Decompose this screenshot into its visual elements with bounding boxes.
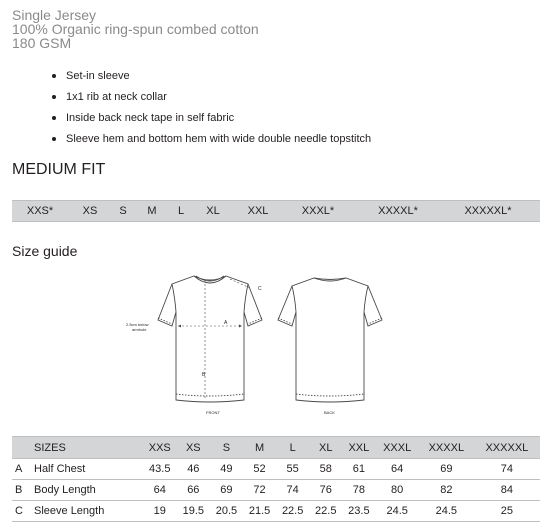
table-cell: 52 bbox=[243, 459, 276, 480]
fabric-weight: 180 GSM bbox=[12, 35, 72, 51]
size-column-header: XS bbox=[177, 437, 210, 459]
fabric-composition: 100% Organic ring-spun combed cotton bbox=[12, 21, 259, 37]
size-column-header: XL bbox=[309, 437, 342, 459]
marker-c: C bbox=[258, 286, 262, 292]
marker-b: B bbox=[202, 372, 206, 378]
feature-item: Set-in sleeve bbox=[52, 66, 371, 87]
fit-size-label: XXS* bbox=[26, 205, 54, 217]
table-cell: 82 bbox=[419, 480, 474, 501]
row-letter: C bbox=[12, 501, 34, 522]
size-column-header: XXS bbox=[143, 437, 177, 459]
back-tshirt-illustration bbox=[278, 278, 382, 402]
table-cell: 72 bbox=[243, 480, 276, 501]
table-cell: 19.5 bbox=[177, 501, 210, 522]
fit-size-bar bbox=[12, 200, 540, 222]
table-cell: 78 bbox=[342, 480, 375, 501]
row-name: Body Length bbox=[34, 480, 143, 501]
size-column-header: L bbox=[276, 437, 309, 459]
fit-size-label: M bbox=[147, 205, 157, 217]
row-name: Half Chest bbox=[34, 459, 143, 480]
table-cell: 74 bbox=[474, 459, 540, 480]
fit-size-label: XXL bbox=[247, 205, 269, 217]
size-table bbox=[12, 436, 540, 522]
back-label: BACK bbox=[324, 410, 335, 415]
tshirt-diagram-svg bbox=[126, 268, 410, 420]
table-cell: 58 bbox=[309, 459, 342, 480]
tshirt-diagrams bbox=[126, 268, 410, 420]
table-cell: 66 bbox=[177, 480, 210, 501]
marker-a: A bbox=[224, 320, 228, 326]
table-cell: 64 bbox=[375, 459, 419, 480]
size-column-header: XXL bbox=[342, 437, 375, 459]
fit-size-label: XS bbox=[82, 205, 98, 217]
size-column-header: M bbox=[243, 437, 276, 459]
fit-size-label: XXXL* bbox=[301, 205, 335, 217]
fit-size-label: S bbox=[119, 205, 127, 217]
table-cell: 43.5 bbox=[143, 459, 177, 480]
table-cell: 23.5 bbox=[342, 501, 375, 522]
table-cell: 76 bbox=[309, 480, 342, 501]
size-column-header: XXXXL bbox=[419, 437, 474, 459]
table-row bbox=[12, 459, 540, 480]
feature-list bbox=[52, 66, 371, 150]
front-tshirt-illustration bbox=[158, 276, 262, 402]
table-row bbox=[12, 501, 540, 522]
table-cell: 20.5 bbox=[210, 501, 243, 522]
table-cell: 84 bbox=[474, 480, 540, 501]
fit-size-label: XXXXXL* bbox=[464, 205, 512, 217]
table-cell: 46 bbox=[177, 459, 210, 480]
row-letter: A bbox=[12, 459, 34, 480]
size-table-header-row bbox=[12, 437, 540, 459]
front-label: FRONT bbox=[206, 410, 220, 415]
table-cell: 61 bbox=[342, 459, 375, 480]
feature-item: Sleeve hem and bottom hem with wide double needle topstitch bbox=[52, 129, 371, 150]
table-cell: 22.5 bbox=[276, 501, 309, 522]
table-cell: 21.5 bbox=[243, 501, 276, 522]
armhole-note-line1: 2.5cm below bbox=[126, 322, 149, 327]
sizes-header: SIZES bbox=[34, 437, 143, 459]
fit-size-label: XXXXL* bbox=[378, 205, 418, 217]
table-cell: 69 bbox=[210, 480, 243, 501]
size-table-corner bbox=[12, 437, 34, 459]
table-cell: 25 bbox=[474, 501, 540, 522]
size-column-header: XXXXXL bbox=[474, 437, 540, 459]
armhole-note-line2: armhole bbox=[132, 327, 147, 332]
table-cell: 19 bbox=[143, 501, 177, 522]
table-cell: 55 bbox=[276, 459, 309, 480]
table-cell: 22.5 bbox=[309, 501, 342, 522]
row-letter: B bbox=[12, 480, 34, 501]
table-cell: 24.5 bbox=[419, 501, 474, 522]
feature-item: 1x1 rib at neck collar bbox=[52, 87, 371, 108]
size-guide-title: Size guide bbox=[12, 243, 78, 259]
table-cell: 64 bbox=[143, 480, 177, 501]
table-cell: 74 bbox=[276, 480, 309, 501]
fabric-type: Single Jersey bbox=[12, 7, 97, 23]
feature-item: Inside back neck tape in self fabric bbox=[52, 108, 371, 129]
fit-size-label: XL bbox=[206, 205, 220, 217]
table-cell: 49 bbox=[210, 459, 243, 480]
product-specs-header bbox=[12, 8, 259, 50]
size-column-header: S bbox=[210, 437, 243, 459]
table-cell: 24.5 bbox=[375, 501, 419, 522]
table-cell: 69 bbox=[419, 459, 474, 480]
table-row bbox=[12, 480, 540, 501]
table-cell: 80 bbox=[375, 480, 419, 501]
fit-title: MEDIUM FIT bbox=[12, 161, 106, 178]
size-column-header: XXXL bbox=[375, 437, 419, 459]
row-name: Sleeve Length bbox=[34, 501, 143, 522]
fit-size-label: L bbox=[177, 205, 185, 217]
